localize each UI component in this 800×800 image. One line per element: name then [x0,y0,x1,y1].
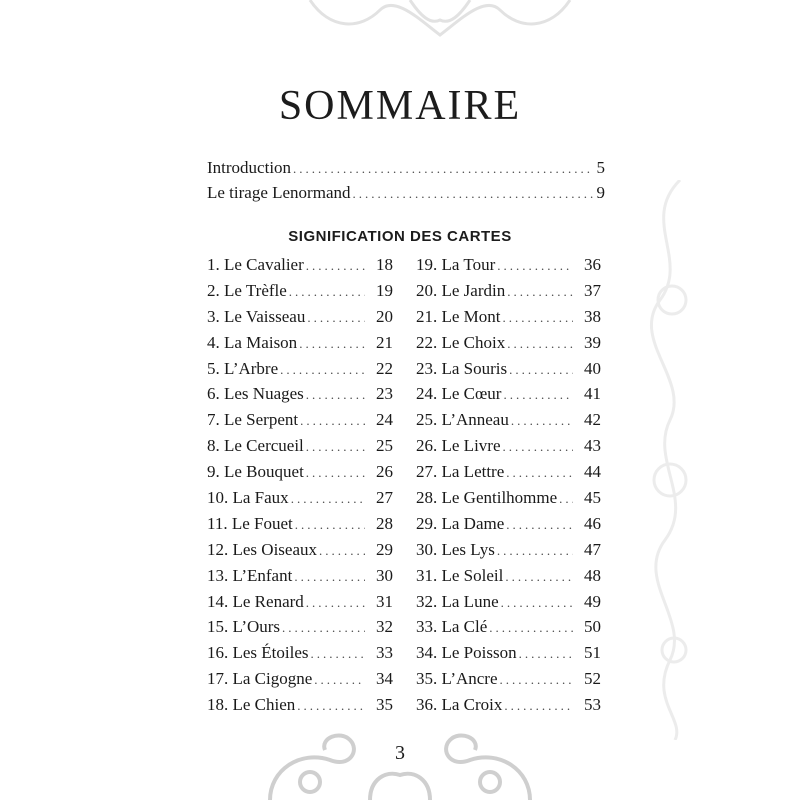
toc-entry-label: 35. L’Ancre [416,669,498,689]
toc-entry [207,330,393,356]
toc-entry-page-number: 50 [584,617,601,637]
toc-entry [416,666,601,692]
toc-entry-page-number: 35 [376,695,393,715]
toc-entry-page-number: 53 [584,695,601,715]
toc-entry-page-number: 37 [584,280,601,300]
toc-entry [207,356,393,382]
dot-leader [319,538,365,564]
toc-entry-page-number: 30 [376,565,393,585]
toc-entry-page-number: 39 [584,332,601,352]
toc-entry [207,278,393,304]
toc-entry-page-number: 43 [584,436,601,456]
dot-leader [497,538,573,564]
toc-entry-page-number: 40 [584,358,601,378]
toc-entry [416,511,601,537]
toc-entry [416,640,601,666]
toc-entry-label: 7. Le Serpent [207,410,299,430]
toc-entry [416,330,601,356]
toc-entry [207,252,393,278]
toc-entry-label: 18. Le Chien [207,695,296,715]
toc-entry-label: 31. Le Soleil [416,565,504,585]
dot-leader [306,253,365,279]
toc-entry-page-number: 31 [376,591,393,611]
toc-entry-label: 10. La Faux [207,488,289,508]
toc-entry-page-number: 44 [584,462,601,482]
toc-entry [416,459,601,485]
toc-entry-page-number: 34 [376,669,393,689]
toc-entry-label: Le tirage Lenormand [207,183,351,202]
toc-entry-label: 26. Le Livre [416,436,501,456]
toc-entry-page-number: 45 [584,488,601,508]
dot-leader [282,615,365,641]
toc-entry-label: 27. La Lettre [416,462,505,482]
toc-entry-label: 17. La Cigogne [207,669,313,689]
dot-leader [291,486,365,512]
dot-leader [507,331,573,357]
toc-intro-list [207,155,605,205]
dot-leader [489,615,573,641]
toc-entry-page-number: 25 [376,436,393,456]
dot-leader [505,564,573,590]
toc-entry-label: 20. Le Jardin [416,280,506,300]
dot-leader [559,486,573,512]
toc-entry-page-number: 29 [376,539,393,559]
toc-entry-page-number: 18 [376,255,393,274]
dot-leader [503,382,573,408]
toc-entry [207,537,393,563]
toc-entry-label: 6. Les Nuages [207,384,304,404]
toc-entry-page-number: 48 [584,565,601,585]
toc-entry-label: 13. L’Enfant [207,565,293,585]
dot-leader [503,305,573,331]
toc-entry [416,485,601,511]
dot-leader [519,641,573,667]
dot-leader [511,408,573,434]
dot-leader [295,512,365,538]
toc-entry [416,589,601,615]
dot-leader [507,279,573,305]
toc-entry [416,537,601,563]
toc-entry-page-number: 23 [376,384,393,404]
toc-entry [207,640,393,666]
toc-entry [207,433,393,459]
toc-entry-page-number: 9 [596,183,605,202]
toc-entry-label: 34. Le Poisson [416,643,517,663]
toc-entry [207,589,393,615]
dot-leader [506,512,573,538]
toc-entry [416,304,601,330]
toc-entry [207,180,605,205]
toc-entry-label: 9. Le Bouquet [207,462,304,482]
dot-leader [307,305,365,331]
dot-leader [294,564,365,590]
dot-leader [509,357,573,383]
toc-entry-page-number: 32 [376,617,393,637]
toc-entry-label: 4. La Maison [207,332,298,352]
toc-cards-right-column [416,252,601,718]
dot-leader [497,253,573,279]
toc-entry-label: 23. La Souris [416,358,508,378]
toc-cards-left-column [207,252,393,718]
toc-entry-label: 11. Le Fouet [207,513,293,533]
toc-entry-label: 24. Le Cœur [416,384,502,404]
toc-entry-label: Introduction [207,158,292,177]
toc-entry-page-number: 28 [376,513,393,533]
toc-entry-label: 12. Les Oiseaux [207,539,318,559]
toc-entry-label: 3. Le Vaisseau [207,306,306,326]
toc-entry [207,563,393,589]
toc-entry [207,485,393,511]
toc-entry-page-number: 20 [376,306,393,326]
toc-entry [416,356,601,382]
dot-leader [297,693,365,719]
toc-entry-page-number: 24 [376,410,393,430]
toc-entry-label: 19. La Tour [416,255,496,274]
page-title: SOMMAIRE [278,83,522,129]
toc-entry [416,407,601,433]
toc-entry-page-number: 27 [376,488,393,508]
toc-entry-page-number: 42 [584,410,601,430]
toc-entry-page-number: 26 [376,462,393,482]
page-number: 3 [395,742,405,764]
dot-leader [311,641,365,667]
toc-entry-label: 2. Le Trèfle [207,280,287,300]
toc-entry-label: 5. L’Arbre [207,358,279,378]
dot-leader [314,667,365,693]
dot-leader [289,279,365,305]
dot-leader [503,434,574,460]
dot-leader [306,434,365,460]
dot-leader [293,156,592,181]
dot-leader [306,382,365,408]
toc-entry-label: 30. Les Lys [416,539,495,559]
toc-entry [416,614,601,640]
toc-entry [416,278,601,304]
toc-entry-label: 1. Le Cavalier [207,255,304,274]
dot-leader [500,667,573,693]
toc-entry-page-number: 5 [596,158,605,177]
toc-entry [416,433,601,459]
damask-ornament-right [600,180,700,740]
dot-leader [306,460,365,486]
toc-entry [207,666,393,692]
toc-entry [416,381,601,407]
toc-entry-page-number: 51 [584,643,601,663]
toc-entry-label: 33. La Clé [416,617,488,637]
toc-entry-page-number: 41 [584,384,601,404]
toc-entry [207,614,393,640]
toc-entry [416,692,601,718]
toc-entry-label: 29. La Dame [416,513,505,533]
toc-entry-page-number: 47 [584,539,601,559]
toc-entry-page-number: 38 [584,306,601,326]
toc-entry-label: 25. L’Anneau [416,410,509,430]
toc-entry [416,252,601,278]
dot-leader [504,693,573,719]
toc-entry-label: 16. Les Étoiles [207,643,309,663]
toc-entry [416,563,601,589]
dot-leader [300,408,365,434]
toc-entry [207,407,393,433]
toc-entry-page-number: 22 [376,358,393,378]
toc-entry-label: 15. L’Ours [207,617,281,637]
toc-entry [207,511,393,537]
toc-entry [207,155,605,180]
dot-leader [280,357,365,383]
toc-entry-page-number: 36 [584,255,601,274]
section-heading: SIGNIFICATION DES CARTES [288,228,512,245]
dot-leader [353,181,593,206]
toc-entry-page-number: 21 [376,332,393,352]
dot-leader [501,590,573,616]
toc-entry-label: 14. Le Renard [207,591,304,611]
toc-entry-page-number: 52 [584,669,601,689]
toc-entry [207,692,393,718]
toc-entry-label: 8. Le Cercueil [207,436,304,456]
toc-entry-page-number: 33 [376,643,393,663]
toc-entry [207,459,393,485]
toc-entry-label: 32. La Lune [416,591,499,611]
dot-leader [506,460,573,486]
toc-entry-label: 28. Le Gentilhomme [416,488,558,508]
toc-entry-label: 36. La Croix [416,695,503,715]
toc-entry-page-number: 19 [376,280,393,300]
dot-leader [306,590,365,616]
toc-entry-label: 21. Le Mont [416,306,501,326]
damask-ornament-top [300,0,580,50]
toc-entry [207,381,393,407]
toc-entry-label: 22. Le Choix [416,332,506,352]
toc-entry-page-number: 46 [584,513,601,533]
toc-entry [207,304,393,330]
dot-leader [299,331,365,357]
toc-entry-page-number: 49 [584,591,601,611]
